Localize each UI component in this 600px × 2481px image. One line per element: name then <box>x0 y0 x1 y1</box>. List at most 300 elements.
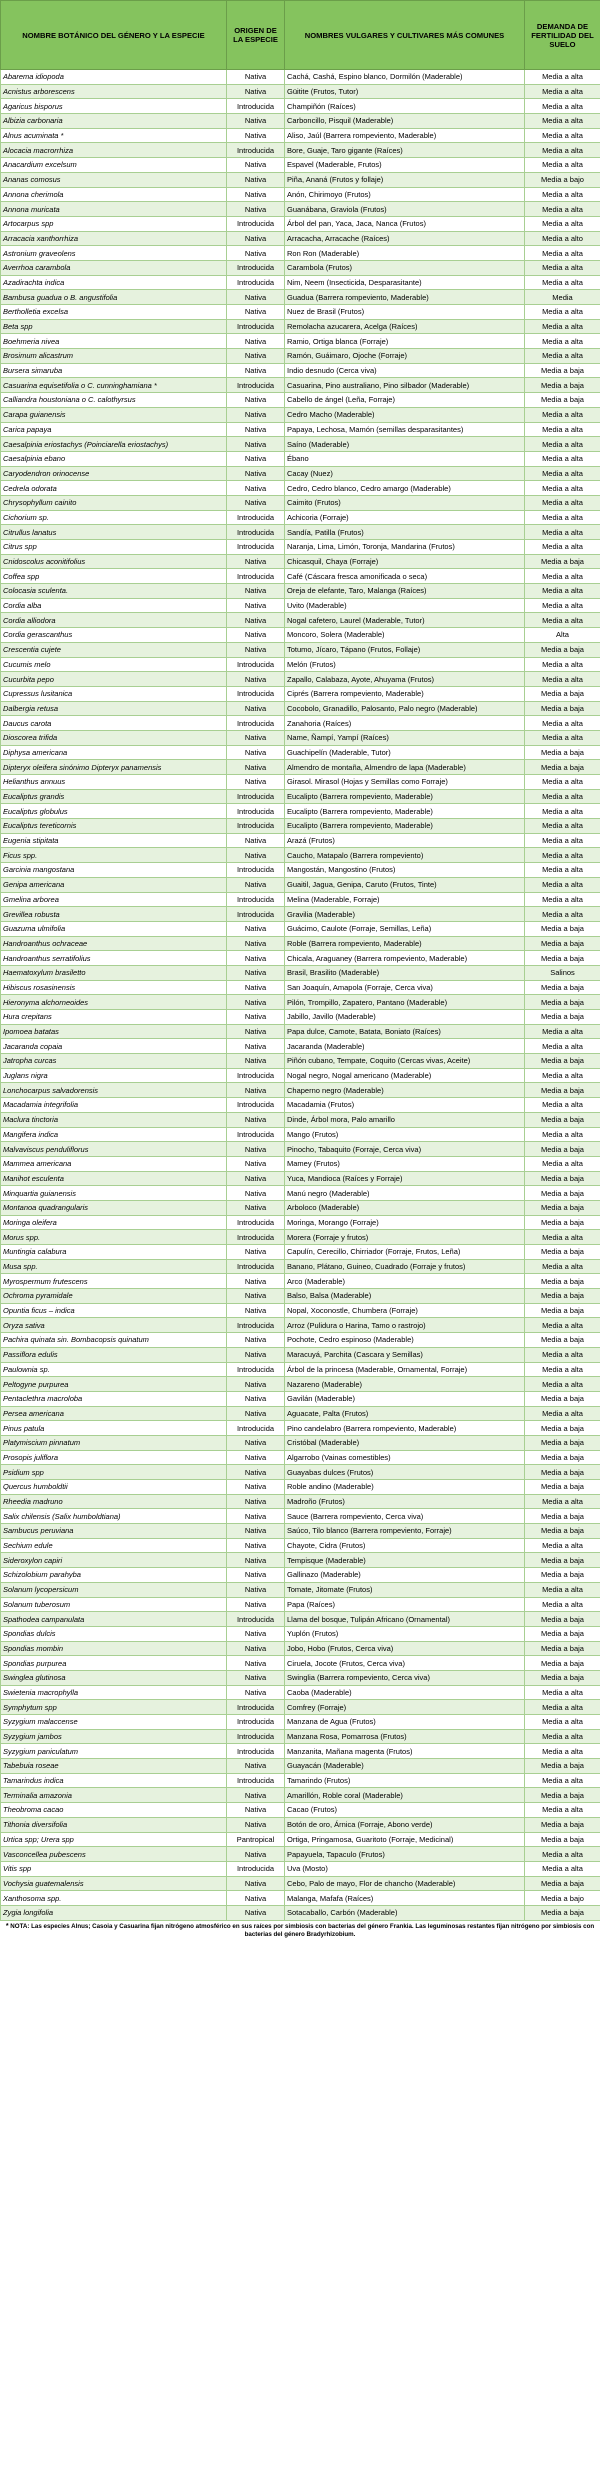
fertility-cell: Media a baja <box>525 1568 600 1583</box>
table-row <box>1 965 600 980</box>
common-names-cell: Pinocho, Tabaquito (Forraje, Cerca viva) <box>285 1142 525 1157</box>
table-row <box>1 1377 600 1392</box>
species-name-cell: Averrhoa carambola <box>1 260 227 275</box>
fertility-cell: Media a alta <box>525 510 600 525</box>
origin-cell: Nativa <box>227 1156 285 1171</box>
common-names-cell: Moringa, Morango (Forraje) <box>285 1215 525 1230</box>
species-name-cell: Pentaclethra macroloba <box>1 1391 227 1406</box>
species-name-cell: Caryodendron orinocense <box>1 466 227 481</box>
species-name-cell: Vochysia guatemalensis <box>1 1876 227 1891</box>
table-row <box>1 1597 600 1612</box>
species-name-cell: Psidium spp <box>1 1465 227 1480</box>
species-name-cell: Pachira quinata sin. Bombacopsis quinatum <box>1 1333 227 1348</box>
origin-cell: Nativa <box>227 1303 285 1318</box>
common-names-cell: Piñón cubano, Tempate, Coquito (Cercas vivas, Aceite) <box>285 1054 525 1069</box>
species-name-cell: Xanthosoma spp. <box>1 1891 227 1906</box>
table-row <box>1 1347 600 1362</box>
fertility-cell: Media a alta <box>525 892 600 907</box>
common-names-cell: Chicasquil, Chaya (Forraje) <box>285 554 525 569</box>
origin-cell: Nativa <box>227 1377 285 1392</box>
fertility-cell: Media a baja <box>525 378 600 393</box>
origin-cell: Nativa <box>227 1391 285 1406</box>
common-names-cell: Saúco, Tilo blanco (Barrera rompeviento, Forraje) <box>285 1524 525 1539</box>
table-row <box>1 1465 600 1480</box>
origin-cell: Nativa <box>227 760 285 775</box>
common-names-cell: Ciprés (Barrera rompeviento, Maderable) <box>285 686 525 701</box>
species-name-cell: Jacaranda copaia <box>1 1039 227 1054</box>
table-row <box>1 1112 600 1127</box>
table-row <box>1 143 600 158</box>
species-name-cell: Dalbergia retusa <box>1 701 227 716</box>
common-names-cell: Cachá, Cashá, Espino blanco, Dormilón (Maderable) <box>285 70 525 85</box>
origin-cell: Nativa <box>227 349 285 364</box>
origin-cell: Nativa <box>227 1200 285 1215</box>
fertility-cell: Media a baja <box>525 936 600 951</box>
table-row <box>1 1421 600 1436</box>
fertility-cell: Media a alta <box>525 305 600 320</box>
table-row <box>1 1729 600 1744</box>
origin-cell: Nativa <box>227 1876 285 1891</box>
table-row <box>1 437 600 452</box>
species-name-cell: Eucaliptus grandis <box>1 789 227 804</box>
species-name-cell: Crescentia cujete <box>1 642 227 657</box>
species-name-cell: Platymiscium pinnatum <box>1 1435 227 1450</box>
species-name-cell: Syzygium jambos <box>1 1729 227 1744</box>
origin-cell: Nativa <box>227 628 285 643</box>
species-name-cell: Terminalia amazonia <box>1 1788 227 1803</box>
table-row <box>1 907 600 922</box>
fertility-cell: Media a baja <box>525 921 600 936</box>
species-name-cell: Alocacia macrorrhiza <box>1 143 227 158</box>
origin-cell: Nativa <box>227 202 285 217</box>
common-names-cell: Espavel (Maderable, Frutos) <box>285 158 525 173</box>
fertility-cell: Media a alta <box>525 1494 600 1509</box>
common-names-cell: Comfrey (Forraje) <box>285 1700 525 1715</box>
origin-cell: Nativa <box>227 1406 285 1421</box>
fertility-cell: Media a alta <box>525 319 600 334</box>
fertility-cell: Media a alta <box>525 114 600 129</box>
fertility-cell: Media a alta <box>525 1582 600 1597</box>
table-row <box>1 1098 600 1113</box>
origin-cell: Nativa <box>227 833 285 848</box>
species-name-cell: Prosopis juliflora <box>1 1450 227 1465</box>
fertility-cell: Media a baja <box>525 1524 600 1539</box>
table-row <box>1 672 600 687</box>
common-names-cell: Jobo, Hobo (Frutos, Cerca viva) <box>285 1641 525 1656</box>
common-names-cell: Botón de oro, Árnica (Forraje, Abono verde) <box>285 1817 525 1832</box>
fertility-cell: Media a alta <box>525 907 600 922</box>
table-row <box>1 1891 600 1906</box>
origin-cell: Nativa <box>227 172 285 187</box>
fertility-cell: Media a alta <box>525 84 600 99</box>
species-name-cell: Agaricus bisporus <box>1 99 227 114</box>
table-row <box>1 1847 600 1862</box>
table-row <box>1 1905 600 1920</box>
common-names-cell: Mangostán, Mangostino (Frutos) <box>285 863 525 878</box>
origin-cell: Introducida <box>227 686 285 701</box>
origin-cell: Nativa <box>227 1039 285 1054</box>
origin-cell: Introducida <box>227 540 285 555</box>
species-name-cell: Carapa guianensis <box>1 407 227 422</box>
common-names-cell: Chayote, Cidra (Frutos) <box>285 1538 525 1553</box>
table-row <box>1 951 600 966</box>
common-names-cell: Cacay (Nuez) <box>285 466 525 481</box>
common-names-cell: Melina (Maderable, Forraje) <box>285 892 525 907</box>
common-names-cell: Sandía, Patilla (Frutos) <box>285 525 525 540</box>
origin-cell: Nativa <box>227 1450 285 1465</box>
species-name-cell: Gmelina arborea <box>1 892 227 907</box>
species-name-cell: Cordia alliodora <box>1 613 227 628</box>
table-row <box>1 1435 600 1450</box>
common-names-cell: Banano, Plátano, Guineo, Cuadrado (Forraje y frutos) <box>285 1259 525 1274</box>
species-name-cell: Caesalpinia ebano <box>1 451 227 466</box>
fertility-cell: Media a baja <box>525 1245 600 1260</box>
table-row <box>1 584 600 599</box>
table-row <box>1 701 600 716</box>
table-row <box>1 495 600 510</box>
species-name-cell: Theobroma cacao <box>1 1803 227 1818</box>
fertility-cell: Salinos <box>525 965 600 980</box>
common-names-cell: Swinglia (Barrera rompeviento, Cerca viva) <box>285 1670 525 1685</box>
fertility-cell: Media a alta <box>525 569 600 584</box>
origin-cell: Nativa <box>227 334 285 349</box>
common-names-cell: Nuez de Brasil (Frutos) <box>285 305 525 320</box>
footnote-text: NOTA: Las especies Alnus; Casoia y Casuarina fijan nitrógeno atmosférico en sus raíces por simbiosis con bacterias del género Frankia. Las leguminosas restantes fijan nitrógeno por simbiosis con bacterias del género Bradyrhizobium. <box>10 1922 595 1938</box>
species-name-cell: Spondias mombin <box>1 1641 227 1656</box>
origin-cell: Nativa <box>227 422 285 437</box>
fertility-cell: Media a alta <box>525 1406 600 1421</box>
origin-cell: Nativa <box>227 980 285 995</box>
origin-cell: Introducida <box>227 789 285 804</box>
fertility-cell: Media a baja <box>525 1421 600 1436</box>
common-names-cell: Caimito (Frutos) <box>285 495 525 510</box>
origin-cell: Nativa <box>227 363 285 378</box>
species-name-cell: Syzygium paniculatum <box>1 1744 227 1759</box>
fertility-cell: Media a alta <box>525 99 600 114</box>
common-names-cell: Ortiga, Pringamosa, Guaritoto (Forraje, Medicinal) <box>285 1832 525 1847</box>
table-row <box>1 848 600 863</box>
fertility-cell: Media a alta <box>525 1362 600 1377</box>
table-row <box>1 334 600 349</box>
common-names-cell: Macadamia (Frutos) <box>285 1098 525 1113</box>
fertility-cell: Media a alta <box>525 246 600 261</box>
table-row <box>1 393 600 408</box>
table-row <box>1 1568 600 1583</box>
table-row <box>1 349 600 364</box>
table-row <box>1 290 600 305</box>
species-name-cell: Arracacia xanthorrhiza <box>1 231 227 246</box>
origin-cell: Nativa <box>227 451 285 466</box>
common-names-cell: Chaperno negro (Maderable) <box>285 1083 525 1098</box>
fertility-cell: Media a alta <box>525 584 600 599</box>
common-names-cell: Aguacate, Palta (Frutos) <box>285 1406 525 1421</box>
fertility-cell: Media a alta <box>525 451 600 466</box>
table-row <box>1 1480 600 1495</box>
species-name-cell: Opuntia ficus – indica <box>1 1303 227 1318</box>
common-names-cell: Cebo, Palo de mayo, Flor de chancho (Maderable) <box>285 1876 525 1891</box>
fertility-cell: Media a baja <box>525 1435 600 1450</box>
fertility-cell: Media a alta <box>525 1700 600 1715</box>
origin-cell: Nativa <box>227 1024 285 1039</box>
origin-cell: Nativa <box>227 921 285 936</box>
table-row <box>1 1142 600 1157</box>
origin-cell: Nativa <box>227 1670 285 1685</box>
species-name-cell: Ficus spp. <box>1 848 227 863</box>
table-row <box>1 1024 600 1039</box>
fertility-cell: Media a baja <box>525 995 600 1010</box>
table-row <box>1 1670 600 1685</box>
common-names-cell: Manú negro (Maderable) <box>285 1186 525 1201</box>
table-row <box>1 1700 600 1715</box>
fertility-cell: Media a baja <box>525 1641 600 1656</box>
origin-cell: Introducida <box>227 143 285 158</box>
origin-cell: Nativa <box>227 1245 285 1260</box>
species-name-cell: Acnistus arborescens <box>1 84 227 99</box>
common-names-cell: Capulín, Cerecillo, Chirriador (Forraje, Frutos, Leña) <box>285 1245 525 1260</box>
origin-cell: Nativa <box>227 1435 285 1450</box>
fertility-cell: Media a alta <box>525 407 600 422</box>
common-names-cell: Guaitil, Jagua, Genipa, Caruto (Frutos, Tinte) <box>285 877 525 892</box>
origin-cell: Nativa <box>227 481 285 496</box>
fertility-cell: Media a alta <box>525 260 600 275</box>
common-names-cell: Brasil, Brasilito (Maderable) <box>285 965 525 980</box>
species-name-cell: Diphysa americana <box>1 745 227 760</box>
table-row <box>1 466 600 481</box>
fertility-cell: Media a baja <box>525 1817 600 1832</box>
common-names-cell: Tomate, Jitomate (Frutos) <box>285 1582 525 1597</box>
origin-cell: Introducida <box>227 1612 285 1627</box>
table-row <box>1 216 600 231</box>
common-names-cell: Zapallo, Calabaza, Ayote, Ahuyama (Frutos) <box>285 672 525 687</box>
species-name-cell: Pinus patula <box>1 1421 227 1436</box>
fertility-cell: Media a alta <box>525 1597 600 1612</box>
origin-cell: Introducida <box>227 863 285 878</box>
table-row <box>1 1200 600 1215</box>
species-name-cell: Cucumis melo <box>1 657 227 672</box>
species-name-cell: Hibiscus rosasinensis <box>1 980 227 995</box>
species-name-cell: Haematoxylum brasiletto <box>1 965 227 980</box>
table-row <box>1 1582 600 1597</box>
table-row <box>1 995 600 1010</box>
species-name-cell: Dioscorea trifida <box>1 730 227 745</box>
fertility-cell: Media a baja <box>525 951 600 966</box>
table-row <box>1 1538 600 1553</box>
fertility-cell: Media a alta <box>525 1377 600 1392</box>
origin-cell: Nativa <box>227 1509 285 1524</box>
origin-cell: Nativa <box>227 1347 285 1362</box>
table-row <box>1 1861 600 1876</box>
fertility-cell: Media a baja <box>525 1905 600 1920</box>
origin-cell: Nativa <box>227 848 285 863</box>
species-name-cell: Tithonia diversifolia <box>1 1817 227 1832</box>
common-names-cell: Güitite (Frutos, Tutor) <box>285 84 525 99</box>
species-name-cell: Ipomoea batatas <box>1 1024 227 1039</box>
species-name-cell: Daucus carota <box>1 716 227 731</box>
species-name-cell: Swietenia macrophylla <box>1 1685 227 1700</box>
common-names-cell: Café (Cáscara fresca amonificada o seca) <box>285 569 525 584</box>
species-name-cell: Juglans nigra <box>1 1068 227 1083</box>
origin-cell: Introducida <box>227 1744 285 1759</box>
table-row <box>1 613 600 628</box>
species-name-cell: Manihot esculenta <box>1 1171 227 1186</box>
origin-cell: Introducida <box>227 1362 285 1377</box>
origin-cell: Nativa <box>227 877 285 892</box>
common-names-cell: Bore, Guaje, Taro gigante (Raíces) <box>285 143 525 158</box>
common-names-cell: Pino candelabro (Barrera rompeviento, Maderable) <box>285 1421 525 1436</box>
fertility-cell: Media a alta <box>525 1729 600 1744</box>
species-name-cell: Caesalpinia eriostachys (Poinciarella eriostachys) <box>1 437 227 452</box>
fertility-cell: Media a baja <box>525 1200 600 1215</box>
fertility-cell: Media a alta <box>525 877 600 892</box>
species-name-cell: Coffea spp <box>1 569 227 584</box>
species-name-cell: Annona cherimola <box>1 187 227 202</box>
fertility-cell: Media a alta <box>525 863 600 878</box>
origin-cell: Introducida <box>227 1729 285 1744</box>
common-names-cell: Caucho, Matapalo (Barrera rompeviento) <box>285 848 525 863</box>
fertility-cell: Media a baja <box>525 363 600 378</box>
species-name-cell: Malvaviscus penduliflorus <box>1 1142 227 1157</box>
species-name-cell: Cupressus lusitanica <box>1 686 227 701</box>
common-names-cell: Árbol de la princesa (Maderable, Ornamental, Forraje) <box>285 1362 525 1377</box>
common-names-cell: Nogal negro, Nogal americano (Maderable) <box>285 1068 525 1083</box>
species-name-cell: Musa spp. <box>1 1259 227 1274</box>
fertility-cell: Media a alta <box>525 466 600 481</box>
table-row <box>1 422 600 437</box>
table-row <box>1 1245 600 1260</box>
origin-cell: Nativa <box>227 1171 285 1186</box>
table-row <box>1 1524 600 1539</box>
species-name-cell: Peltogyne purpurea <box>1 1377 227 1392</box>
fertility-cell: Media a alta <box>525 1847 600 1862</box>
table-row <box>1 1039 600 1054</box>
table-row <box>1 378 600 393</box>
species-name-cell: Syzygium malaccense <box>1 1715 227 1730</box>
fertility-cell: Media a baja <box>525 1788 600 1803</box>
origin-cell: Nativa <box>227 642 285 657</box>
common-names-cell: Cristóbal (Maderable) <box>285 1435 525 1450</box>
table-row <box>1 1715 600 1730</box>
fertility-cell: Media a baja <box>525 642 600 657</box>
common-names-cell: Aliso, Jaúl (Barrera rompeviento, Maderable) <box>285 128 525 143</box>
table-row <box>1 1626 600 1641</box>
common-names-cell: San Joaquín, Amapola (Forraje, Cerca viva) <box>285 980 525 995</box>
species-name-cell: Tamarindus indica <box>1 1773 227 1788</box>
origin-cell: Nativa <box>227 1788 285 1803</box>
origin-cell: Nativa <box>227 1817 285 1832</box>
fertility-cell: Media a alta <box>525 775 600 790</box>
common-names-cell: Piña, Ananá (Frutos y follaje) <box>285 172 525 187</box>
fertility-cell: Media a alta <box>525 128 600 143</box>
origin-cell: Nativa <box>227 598 285 613</box>
fertility-cell: Media a alta <box>525 598 600 613</box>
common-names-cell: Gravilia (Maderable) <box>285 907 525 922</box>
fertility-cell: Media a alta <box>525 848 600 863</box>
fertility-cell: Media a alta <box>525 789 600 804</box>
table-row <box>1 628 600 643</box>
species-name-cell: Swinglea glutinosa <box>1 1670 227 1685</box>
origin-cell: Nativa <box>227 1759 285 1774</box>
table-row <box>1 1215 600 1230</box>
fertility-cell: Media a bajo <box>525 172 600 187</box>
common-names-cell: Champiñón (Raíces) <box>285 99 525 114</box>
fertility-cell: Media a alta <box>525 437 600 452</box>
origin-cell: Nativa <box>227 128 285 143</box>
species-name-cell: Dipteryx oleifera sinónimo Dipteryx panamensis <box>1 760 227 775</box>
origin-cell: Nativa <box>227 1494 285 1509</box>
origin-cell: Nativa <box>227 745 285 760</box>
common-names-cell: Amarillón, Roble coral (Maderable) <box>285 1788 525 1803</box>
table-row <box>1 246 600 261</box>
fertility-cell: Media a baja <box>525 1465 600 1480</box>
table-row <box>1 202 600 217</box>
table-row <box>1 1788 600 1803</box>
common-names-cell: Papa dulce, Camote, Batata, Boniato (Raíces) <box>285 1024 525 1039</box>
origin-cell: Introducida <box>227 657 285 672</box>
fertility-cell: Media a alta <box>525 143 600 158</box>
table-row <box>1 775 600 790</box>
table-row <box>1 1171 600 1186</box>
common-names-cell: Llama del bosque, Tulipán Africano (Ornamental) <box>285 1612 525 1627</box>
species-name-cell: Helianthus annuus <box>1 775 227 790</box>
fertility-cell: Media a alta <box>525 525 600 540</box>
origin-cell: Nativa <box>227 1465 285 1480</box>
common-names-cell: Casuarina, Pino australiano, Pino silbador (Maderable) <box>285 378 525 393</box>
species-name-cell: Sambucus peruviana <box>1 1524 227 1539</box>
table-row <box>1 598 600 613</box>
common-names-cell: Cacao (Frutos) <box>285 1803 525 1818</box>
common-names-cell: Papaya, Lechosa, Mamón (semillas desparasitantes) <box>285 422 525 437</box>
table-row <box>1 1832 600 1847</box>
origin-cell: Introducida <box>227 1230 285 1245</box>
origin-cell: Nativa <box>227 1553 285 1568</box>
common-names-cell: Name, Ñampí, Yampí (Raíces) <box>285 730 525 745</box>
common-names-cell: Manzana Rosa, Pomarrosa (Frutos) <box>285 1729 525 1744</box>
table-row <box>1 921 600 936</box>
origin-cell: Nativa <box>227 1626 285 1641</box>
common-names-cell: Guadua (Barrera rompeviento, Maderable) <box>285 290 525 305</box>
table-row <box>1 1362 600 1377</box>
fertility-cell: Media a baja <box>525 1274 600 1289</box>
table-row <box>1 319 600 334</box>
common-names-cell: Caoba (Maderable) <box>285 1685 525 1700</box>
table-row <box>1 305 600 320</box>
species-name-cell: Myrospermum frutescens <box>1 1274 227 1289</box>
table-row <box>1 1803 600 1818</box>
fertility-cell: Media a baja <box>525 1112 600 1127</box>
species-name-cell: Cichorium sp. <box>1 510 227 525</box>
table-row <box>1 158 600 173</box>
species-name-cell: Artocarpus spp <box>1 216 227 231</box>
common-names-cell: Maracuyá, Parchita (Cascara y Semillas) <box>285 1347 525 1362</box>
common-names-cell: Melón (Frutos) <box>285 657 525 672</box>
species-name-cell: Lonchocarpus salvadorensis <box>1 1083 227 1098</box>
common-names-cell: Tempisque (Maderable) <box>285 1553 525 1568</box>
table-row <box>1 789 600 804</box>
species-name-cell: Spathodea campanulata <box>1 1612 227 1627</box>
table-row <box>1 407 600 422</box>
table-body <box>1 70 600 1921</box>
fertility-cell: Media a alta <box>525 833 600 848</box>
common-names-cell: Pochote, Cedro espinoso (Maderable) <box>285 1333 525 1348</box>
header-row <box>1 1 600 70</box>
origin-cell: Nativa <box>227 1333 285 1348</box>
species-name-cell: Astronium graveolens <box>1 246 227 261</box>
table-row <box>1 1289 600 1304</box>
common-names-cell: Eucalipto (Barrera rompeviento, Maderable) <box>285 819 525 834</box>
table-row <box>1 525 600 540</box>
common-names-cell: Saíno (Maderable) <box>285 437 525 452</box>
origin-cell: Nativa <box>227 1480 285 1495</box>
